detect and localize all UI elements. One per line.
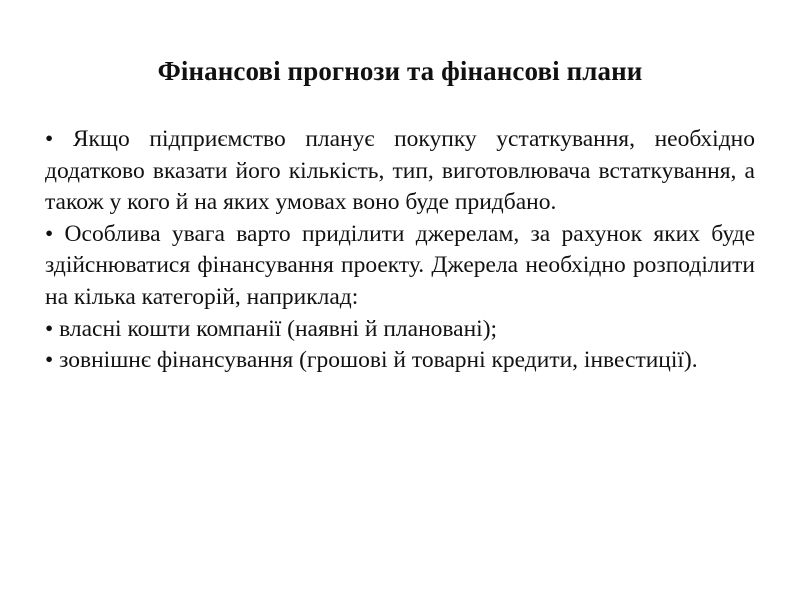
bullet-paragraph-3: • власні кошти компанії (наявні й плановані); xyxy=(45,315,498,342)
slide-body xyxy=(45,124,755,377)
bullet-paragraph-4: • зовнішнє фінансування (грошові й товарні кредити, інвестиції). xyxy=(45,347,698,374)
bullet-paragraph-1: • Якщо підприємство планує покупку устаткування, необхідно додатково вказати його кількість, тип, виготовлювача встаткування, а також у кого й на яких умовах воно буде придбано. xyxy=(45,126,755,216)
slide-title: Фінансові прогнози та фінансові плани xyxy=(157,56,643,86)
bullet-paragraph-2: • Особлива увага варто приділити джерелам, за рахунок яких буде здійснюватися фінансування проекту. Джерела необхідно розподілити на кілька категорій, наприклад: xyxy=(45,220,755,310)
